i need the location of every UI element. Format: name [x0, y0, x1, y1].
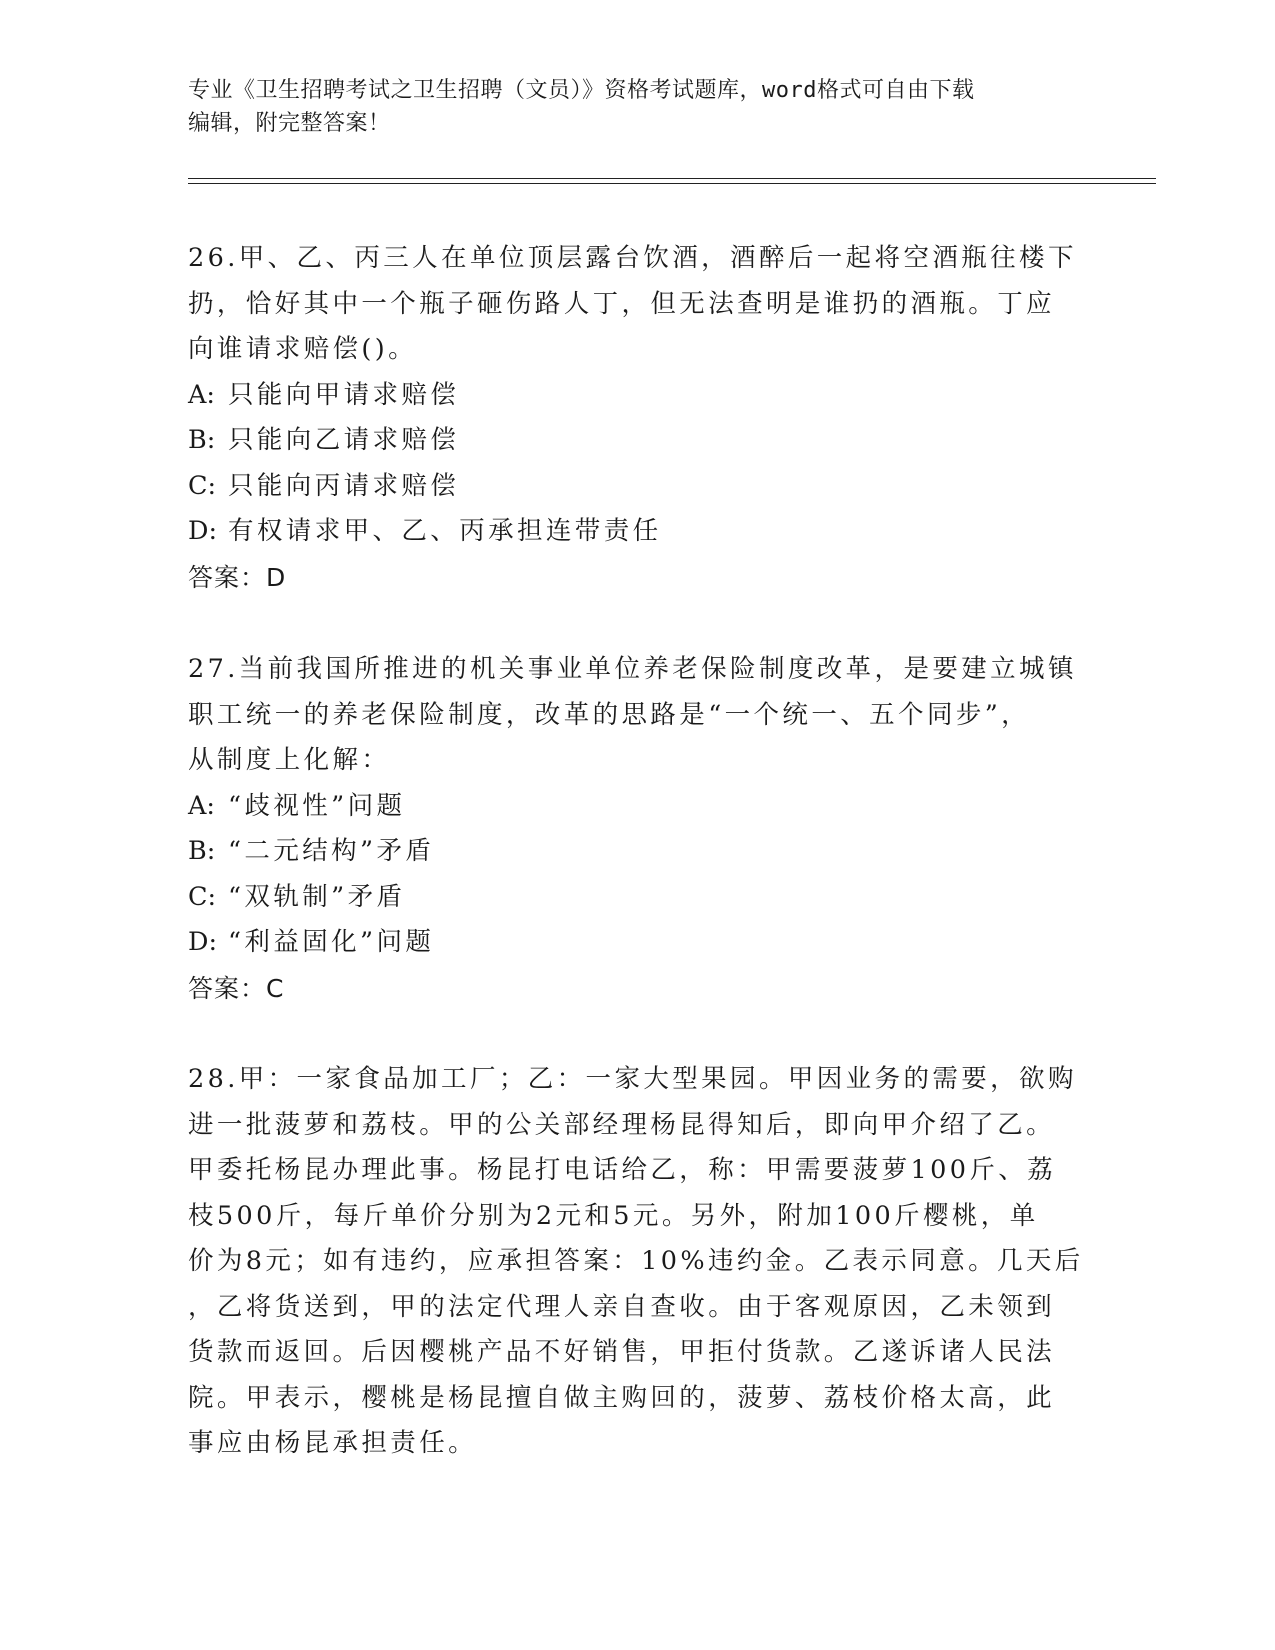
- question-text-line: 27.当前我国所推进的机关事业单位养老保险制度改革，是要建立城镇: [188, 654, 1077, 684]
- option-d: [188, 509, 1088, 555]
- option-key: B:: [188, 425, 216, 455]
- option-b: [188, 829, 1088, 875]
- option-text: “二元结构”矛盾: [228, 836, 435, 866]
- question-text-line: 价为8元；如有违约，应承担答案：10%违约金。乙表示同意。几天后: [188, 1246, 1084, 1276]
- option-text: “歧视性”问题: [228, 790, 406, 821]
- question-text-line: ，乙将货送到，甲的法定代理人亲自查收。由于客观原因，乙未领到: [188, 1291, 1056, 1322]
- option-key: D:: [188, 516, 218, 546]
- question-text-line: 从制度上化解：: [188, 745, 391, 775]
- option-key: B:: [188, 836, 216, 866]
- question-27: [188, 647, 1088, 1011]
- option-text: “双轨制”矛盾: [228, 881, 406, 912]
- question-text-line: 事应由杨昆承担责任。: [188, 1428, 478, 1458]
- option-c: [188, 464, 1088, 510]
- header-line-1: 专业《卫生招聘考试之卫生招聘（文员）》资格考试题库，word格式可自由下载: [188, 78, 975, 103]
- question-text-line: 职工统一的养老保险制度，改革的思路是“一个统一、五个同步”，: [188, 699, 1031, 730]
- option-text: 只能向甲请求赔偿: [228, 379, 460, 410]
- option-c: [188, 875, 1088, 921]
- question-text-line: 向谁请求赔偿()。: [188, 334, 417, 364]
- question-text-line: 货款而返回。后因樱桃产品不好销售，甲拒付货款。乙遂诉诸人民法: [188, 1337, 1056, 1367]
- option-key: C:: [188, 470, 217, 501]
- question-text-line: 扔，恰好其中一个瓶子砸伤路人丁，但无法查明是谁扔的酒瓶。丁应: [188, 288, 1056, 319]
- option-b: [188, 418, 1088, 464]
- question-text-line: 枝500斤，每斤单价分别为2元和5元。另外，附加100斤樱桃，单: [188, 1200, 1039, 1231]
- document-header: [188, 74, 1088, 140]
- question-text-line: 26.甲、乙、丙三人在单位顶层露台饮酒，酒醉后一起将空酒瓶往楼下: [188, 243, 1077, 273]
- option-key: D:: [188, 927, 218, 957]
- question-28: [188, 1057, 1088, 1467]
- option-text: 有权请求甲、乙、丙承担连带责任: [228, 516, 662, 546]
- question-text-line: 进一批菠萝和荔枝。甲的公关部经理杨昆得知后，即向甲介绍了乙。: [188, 1109, 1056, 1140]
- option-text: 只能向乙请求赔偿: [228, 425, 460, 455]
- question-text-line: 院。甲表示，樱桃是杨昆擅自做主购回的，菠萝、荔枝价格太高，此: [188, 1382, 1056, 1413]
- header-divider-top: [188, 178, 1156, 179]
- option-key: A:: [188, 790, 216, 821]
- header-line-2: 编辑，附完整答案！: [188, 111, 391, 136]
- question-text-line: 28.甲：一家食品加工厂；乙：一家大型果园。甲因业务的需要，欲购: [188, 1064, 1077, 1094]
- header-divider-bottom: [188, 183, 1156, 184]
- answer-line: 答案：C: [188, 973, 285, 1003]
- option-a: [188, 784, 1088, 830]
- option-text: 只能向丙请求赔偿: [228, 470, 460, 501]
- answer-line: 答案：D: [188, 562, 287, 592]
- option-text: “利益固化”问题: [228, 927, 435, 957]
- option-key: A:: [188, 379, 216, 410]
- option-a: [188, 373, 1088, 419]
- question-26: [188, 236, 1088, 600]
- option-key: C:: [188, 881, 217, 912]
- option-d: [188, 920, 1088, 966]
- question-text-line: 甲委托杨昆办理此事。杨昆打电话给乙，称：甲需要菠萝100斤、荔: [188, 1155, 1057, 1185]
